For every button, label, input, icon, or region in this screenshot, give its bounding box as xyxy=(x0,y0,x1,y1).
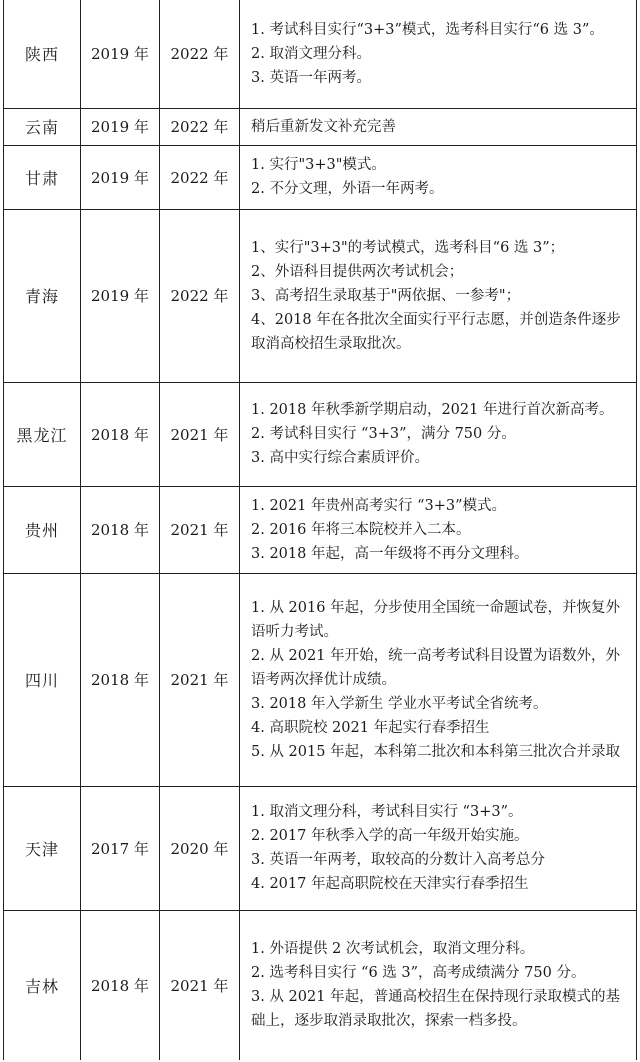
policy-note: 稍后重新发文补充完善 xyxy=(251,118,396,135)
start-year-cell: 2019 年 xyxy=(81,145,160,209)
province-cell: 四川 xyxy=(4,573,81,786)
implement-year-cell: 2022 年 xyxy=(160,145,240,209)
policy-note: 1. 考试科目实行“3+3”模式，选考科目实行“6 选 3”。 xyxy=(251,21,604,38)
policy-note: 4、2018 年在各批次全面实行平行志愿，并创造条件逐步取消高校招生录取批次。 xyxy=(251,311,621,352)
policy-note: 3. 英语一年两考，取较高的分数计入高考总分 xyxy=(251,852,545,868)
province-cell: 天津 xyxy=(4,786,81,910)
implement-year-cell: 2021 年 xyxy=(160,382,240,486)
implement-year-cell: 2022 年 xyxy=(160,108,240,145)
province-cell: 陕西 xyxy=(4,0,81,108)
start-year-cell: 2018 年 xyxy=(81,382,160,486)
implement-year-cell: 2021 年 xyxy=(160,573,240,786)
start-year-cell: 2019 年 xyxy=(81,108,160,145)
table-row xyxy=(4,486,637,573)
policy-note: 4. 2017 年起高职院校在天津实行春季招生 xyxy=(251,876,529,892)
policy-note: 1、实行"3+3"的考试模式，选考科目“6 选 3”； xyxy=(251,239,565,256)
province-cell: 贵州 xyxy=(4,486,81,573)
table-row xyxy=(4,209,637,382)
policy-note: 3、高考招生录取基于"两依据、一参考"； xyxy=(251,287,521,304)
policy-note: 3. 2018 年入学新生 学业水平考试全省统考。 xyxy=(251,695,548,712)
policy-note: 5. 从 2015 年起，本科第二批次和本科第三批次合并录取 xyxy=(251,743,621,760)
start-year-cell: 2019 年 xyxy=(81,209,160,382)
province-cell: 青海 xyxy=(4,209,81,382)
start-year-cell: 2019 年 xyxy=(81,0,160,108)
policy-notes-cell xyxy=(240,145,637,209)
table-row xyxy=(4,910,637,1060)
policy-note: 1. 实行"3+3"模式。 xyxy=(251,157,386,173)
province-cell: 黑龙江 xyxy=(4,382,81,486)
policy-notes-cell xyxy=(240,786,637,910)
implement-year-cell: 2020 年 xyxy=(160,786,240,910)
start-year-cell: 2018 年 xyxy=(81,910,160,1060)
policy-notes-cell xyxy=(240,0,637,108)
province-cell: 甘肃 xyxy=(4,145,81,209)
policy-note: 4. 高职院校 2021 年起实行春季招生 xyxy=(251,719,490,736)
policy-note: 1. 2018 年秋季新学期启动，2021 年进行首次新高考。 xyxy=(251,402,614,418)
policy-notes-cell xyxy=(240,573,637,786)
start-year-cell: 2018 年 xyxy=(81,486,160,573)
table-row xyxy=(4,0,637,108)
table-row xyxy=(4,382,637,486)
policy-notes-cell xyxy=(240,486,637,573)
policy-note: 2、外语科目提供两次考试机会； xyxy=(251,263,464,280)
policy-note: 1. 2021 年贵州高考实行 “3+3”模式。 xyxy=(251,497,506,514)
policy-notes-cell xyxy=(240,209,637,382)
table-row xyxy=(4,108,637,145)
policy-note: 2. 不分文理，外语一年两考。 xyxy=(251,181,444,197)
policy-note: 3. 高中实行综合素质评价。 xyxy=(251,450,429,466)
table-body xyxy=(4,0,637,1060)
reform-policy-table xyxy=(3,0,637,1060)
policy-notes-cell xyxy=(240,910,637,1060)
policy-note: 1. 取消文理分科，考试科目实行 “3+3”。 xyxy=(251,804,523,820)
policy-notes-cell xyxy=(240,108,637,145)
policy-note: 2. 选考科目实行 “6 选 3”，高考成绩满分 750 分。 xyxy=(251,965,586,982)
policy-notes-cell xyxy=(240,382,637,486)
policy-note: 2. 取消文理分科。 xyxy=(251,45,371,62)
policy-note: 3. 英语一年两考。 xyxy=(251,69,371,86)
policy-note: 1. 从 2016 年起，分步使用全国统一命题试卷，并恢复外语听力考试。 xyxy=(251,599,621,640)
policy-note: 2. 2016 年将三本院校并入二本。 xyxy=(251,521,471,538)
table-row xyxy=(4,786,637,910)
implement-year-cell: 2022 年 xyxy=(160,0,240,108)
start-year-cell: 2017 年 xyxy=(81,786,160,910)
implement-year-cell: 2021 年 xyxy=(160,910,240,1060)
start-year-cell: 2018 年 xyxy=(81,573,160,786)
policy-note: 3. 从 2021 年起，普通高校招生在保持现行录取模式的基础上，逐步取消录取批次，探索一档多投。 xyxy=(251,989,621,1030)
implement-year-cell: 2022 年 xyxy=(160,209,240,382)
policy-note: 2. 从 2021 年开始，统一高考考试科目设置为语数外，外语考两次择优计成绩。 xyxy=(251,647,621,688)
policy-note: 3. 2018 年起，高一年级将不再分文理科。 xyxy=(251,545,529,562)
implement-year-cell: 2021 年 xyxy=(160,486,240,573)
policy-note: 2. 2017 年秋季入学的高一年级开始实施。 xyxy=(251,828,529,844)
policy-note: 2. 考试科目实行 “3+3”，满分 750 分。 xyxy=(251,426,516,442)
province-cell: 吉林 xyxy=(4,910,81,1060)
province-cell: 云南 xyxy=(4,108,81,145)
table-row xyxy=(4,145,637,209)
table-row xyxy=(4,573,637,786)
policy-note: 1. 外语提供 2 次考试机会，取消文理分科。 xyxy=(251,941,535,958)
